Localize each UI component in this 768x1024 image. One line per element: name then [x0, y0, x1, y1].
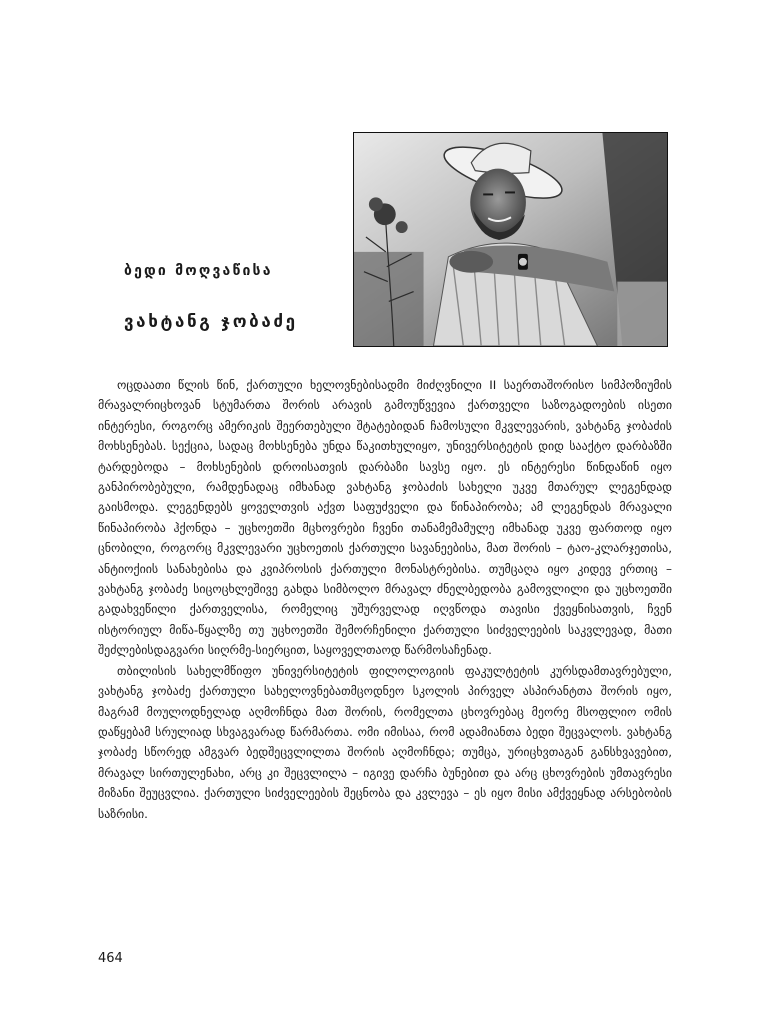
article-title: ვახტანგ ჯობაძე — [124, 312, 298, 332]
page-number: 464 — [98, 951, 123, 966]
paragraph: ოცდაათი წლის წინ, ქართული ხელოვნებისადმი მიძღვნილი II საერთაშორისო სიმპოზიუმის მრავალრიცხოვან სტუმართა შორის არავის გამოუწვევია ქართველი საზოგადოების ისეთი ინტერესი, როგორც ამერიკის შეერთებული შტატებიდან ჩამოსული მკვლევარის, ვახტანგ ჯობაძის მოხსენებას. სექცია, სადაც მოხსენება უნდა წაკითხულიყო, უნივერსიტეტის დიდ სააქტო დარბაზში ტარდებოდა – მოხსენების დროისათვის დარბაზი სავსე იყო. ეს ინტერესი წინდაწინ იყო განპირობებული, რამდენადაც იმხანად ვახტანგ ჯობაძის სახელი უკვე მთარულ ლეგენდად გაისმოდა. ლეგენდებს ყოველთვის აქვთ საფუძველი და წინაპირობა; ამ ლეგენდას მრავალი წინაპირობა ჰქონდა – უცხოეთში მცხოვრები ჩვენი თანამემამულე იმხანად უკვე ფართოდ იყო ცნობილი, როგორც მკვლევარი უცხოეთის ქართული სავანეებისა, მათ შორის – ტაო-კლარჯეთისა, ანტიოქიის სანახებისა და კვიპროსის ქართული მონასტრებისა. თუმცაღა იყო კიდევ ერთიც – ვახტანგ ჯობაძე სიცოცხლეშივე გახდა სიმბოლო მრავალ ძნელბედობა გამოვლილი და უცხოეთში გადახვეწილი ქართველისა, რომელიც უშურველად იღვწოდა თავისი ქვეყნისათვის, ჩვენ ისტორიულ მიწა-წყალზე თუ უცხოეთში შემორჩენილი ქართული სიძველეების საკვლევად, მათი შეძლებისდაგვარი სიღრმე-სიერცით, საყოველთაოდ წარმოსაჩენად. — [98, 378, 672, 658]
paragraph: თბილისის სახელმწიფო უნივერსიტეტის ფილოლოგიის ფაკულტეტის კურსდამთავრებული, ვახტანგ ჯობაძე ქართული სახელოვნებათმცოდნეო სკოლის პირველ ასპირანტთა შორის იყო, მაგრამ მოულოდნელად აღმოჩნდა მათ შორის, რომელთა ცხოვრებაც მეორე მსოფლიო ომის დაწყებამ სრულიად სხვაგვარად წარმართა. ომი იმისაა, რომ ადამიანთა ბედი შეცვალოს. ვახტანგ ჯობაძე სწორედ ამგვარ ბედშეცვლილთა შორის აღმოჩნდა; თუმცა, ურიცხვთაგან განსხვავებით, მრავალ სირთულენახი, არც კი შეცვლილა – იგივე დარჩა ბუნებით და არც ცხოვრების უმთავრესი მიზანი შეუცვლია. ქართული სიძველეების შეცნობა და კვლევა – ეს იყო მისი ამქვეყნად არსებობის საზრისი. — [98, 663, 672, 821]
portrait-photo — [353, 132, 668, 347]
author-heading: ბედი მოღვაწისა — [124, 263, 273, 279]
article-body — [98, 375, 672, 824]
portrait-photo-image — [354, 133, 667, 346]
